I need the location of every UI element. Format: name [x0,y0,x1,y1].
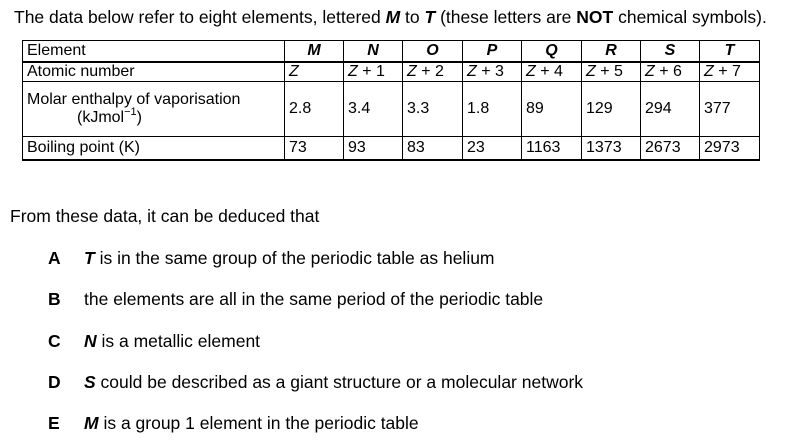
row-label-boiling-point: Boiling point (K) [23,137,285,161]
table-row-enthalpy [23,82,760,137]
enthalpy-cell: 129 [582,82,641,137]
atomic-number-cell: Z + 2 [403,62,463,82]
atomic-number-cell: Z + 7 [700,62,760,82]
intro-text-2: to [400,7,425,27]
atomic-number-cell: Z + 5 [582,62,641,82]
enthalpy-cell: 89 [522,82,582,137]
header-element-m: M [285,41,344,63]
intro-text-3: (these letters are [435,7,577,27]
enthalpy-label-line1: Molar enthalpy of vaporisation [27,91,241,108]
enthalpy-cell: 377 [700,82,760,137]
header-element-s: S [641,41,700,63]
table-header-row [23,41,760,63]
header-element-label: Element [23,41,285,63]
table-row-atomic-number [23,62,760,82]
boiling-point-cell: 1373 [582,137,641,161]
boiling-point-cell: 2973 [700,137,760,161]
option-text: S could be described as a giant structure or a molecular network [84,372,584,392]
boiling-point-cell: 83 [403,137,463,161]
option-text: N is a metallic element [84,331,261,351]
intro-text-1: The data below refer to eight elements, lettered [14,7,386,27]
header-element-t: T [700,41,760,63]
option-letter: E [48,413,60,433]
option-letter: C [48,331,61,351]
enthalpy-label-unit: (kJmol$^{-1}$) [77,105,142,126]
atomic-number-cell: Z [285,62,344,82]
option-text: the elements are all in the same period of the periodic table [84,289,544,309]
intro-from-letter: M [385,7,401,27]
header-element-p: P [463,41,522,63]
header-element-r: R [582,41,641,63]
element-data-table [22,40,760,161]
table-row-boiling-point [23,137,760,161]
intro-emphasis: NOT [576,7,614,27]
enthalpy-cell: 294 [641,82,700,137]
question-intro [14,7,767,28]
enthalpy-cell: 2.8 [285,82,344,137]
enthalpy-cell: 3.4 [344,82,403,137]
option-letter: B [48,289,61,309]
option-letter: A [48,248,61,268]
option-text: M is a group 1 element in the periodic table [84,413,419,433]
row-label-enthalpy [23,82,285,137]
atomic-number-cell: Z + 4 [522,62,582,82]
boiling-point-cell: 2673 [641,137,700,161]
option-text: T is in the same group of the periodic table as helium [84,248,495,268]
boiling-point-cell: 1163 [522,137,582,161]
atomic-number-cell: Z + 6 [641,62,700,82]
row-label-atomic-number: Atomic number [23,62,285,82]
enthalpy-cell: 3.3 [403,82,463,137]
boiling-point-cell: 73 [285,137,344,161]
atomic-number-cell: Z + 3 [463,62,522,82]
header-element-q: Q [522,41,582,63]
intro-to-letter: T [424,7,436,27]
boiling-point-cell: 23 [463,137,522,161]
question-lead: From these data, it can be deduced that [10,206,320,226]
header-element-o: O [403,41,463,63]
intro-text-4: chemical symbols). [613,7,767,27]
header-element-n: N [344,41,403,63]
option-letter: D [48,372,61,392]
enthalpy-cell: 1.8 [463,82,522,137]
boiling-point-cell: 93 [344,137,403,161]
atomic-number-cell: Z + 1 [344,62,403,82]
